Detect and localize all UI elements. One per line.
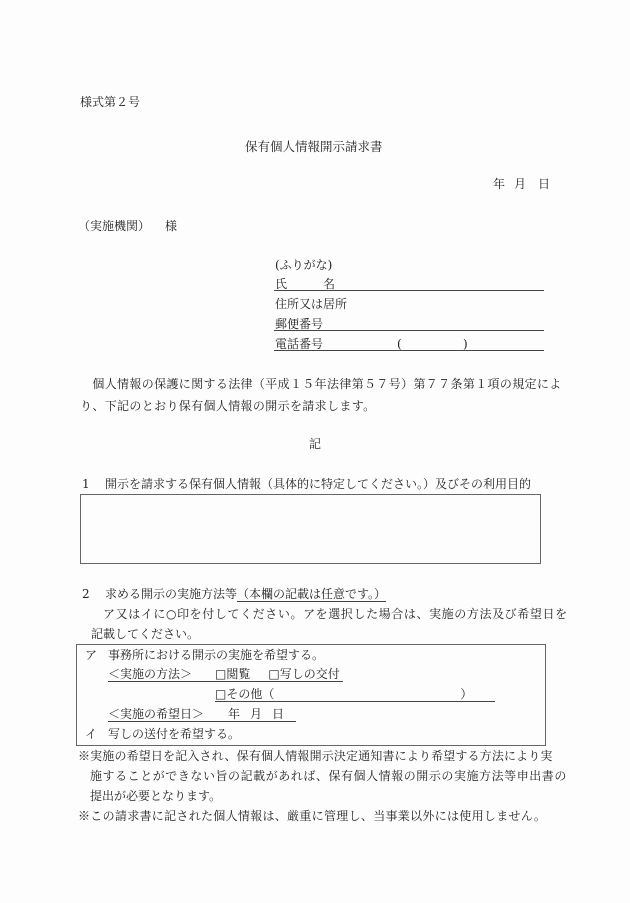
intro-line-1: 個人情報の保護に関する法律（平成１５年法律第５７号）第７７条第１項の規定によ (80, 377, 562, 391)
note2: ※この請求書に記された個人情報は、厳重に管理し、当事業以外には使用しません。 (78, 809, 547, 823)
checkbox-icon[interactable]: □ (268, 667, 280, 681)
phone-label: 電話番号 (275, 337, 324, 351)
phone-field[interactable] (274, 350, 544, 351)
option-b-mark[interactable]: イ (85, 727, 98, 741)
desired-date-label: ＜実施の希望日＞ (108, 707, 205, 721)
section2-number: 2 (82, 587, 90, 601)
phone-paren-close: ) (463, 337, 468, 351)
method-copy-label: 写しの交付 (279, 667, 340, 681)
method-other-option[interactable] (215, 687, 495, 702)
desired-date-day: 日 (272, 707, 285, 721)
desired-date-month: 月 (250, 707, 263, 721)
other-label: その他（ (226, 687, 275, 701)
section2-label-text: 求める開示の実施方法等 (105, 587, 238, 601)
date-year-label: 年 (493, 177, 506, 191)
section1-number: 1 (82, 477, 90, 491)
note1-line-2: 施することができない旨の記載があれば、保有個人情報の開示の実施方法等申出書の (90, 769, 567, 783)
method-label: ＜実施の方法＞ (108, 667, 215, 682)
phone-paren-open: ( (397, 337, 402, 351)
ki-label: 記 (309, 437, 322, 451)
address-field[interactable] (330, 296, 544, 312)
note1-line-3: 提出が必要となります。 (90, 789, 222, 803)
furigana-label: (ふりがな) (275, 258, 333, 272)
method-view-label: 閲覧 (226, 667, 251, 681)
method-copy-option[interactable] (268, 667, 339, 681)
form-number: 様式第２号 (80, 95, 141, 109)
option-a-mark[interactable]: ア (85, 648, 98, 662)
note1-line-1: ※実施の希望日を記入され、保有個人情報開示決定通知書により希望する方法により実 (78, 749, 553, 763)
name-field[interactable] (274, 290, 544, 291)
checkbox-icon[interactable]: □ (215, 687, 227, 701)
section2-label (105, 587, 386, 601)
method-view-option[interactable] (215, 667, 250, 681)
desired-date-year: 年 (228, 707, 241, 721)
methods-row (215, 667, 343, 682)
checkbox-icon[interactable]: □ (215, 667, 227, 681)
section2-instruction-1: ア又はイに○印を付してください。アを選択した場合は、実施の方法及び希望日を (103, 607, 568, 621)
option-a-text: 事務所における開示の実施を希望する。 (108, 648, 325, 662)
intro-line-2: り、下記のとおり保有個人情報の開示を請求します。 (80, 399, 376, 413)
section1-label: 開示を請求する保有個人情報（具体的に特定してください。）及びその利用目的 (105, 477, 532, 491)
postal-label: 郵便番号 (275, 317, 324, 331)
section1-input-box[interactable] (80, 494, 541, 564)
option-b-text: 写しの送付を希望する。 (108, 727, 241, 741)
page-title: 保有個人情報開示請求書 (245, 139, 383, 154)
agency-label: （実施機関） (78, 219, 151, 233)
section2-instruction-2: 記載してください。 (91, 627, 200, 641)
other-close-paren: ） (460, 687, 473, 701)
name-label: 氏 名 (275, 277, 336, 291)
desired-date-row[interactable] (108, 707, 296, 722)
honorific-label: 様 (165, 219, 178, 233)
section2-optional-note: （本欄の記載は任意です。） (237, 587, 387, 601)
date-day-label: 日 (538, 177, 551, 191)
address-label: 住所又は居所 (275, 297, 348, 311)
date-month-label: 月 (514, 177, 527, 191)
postal-field[interactable] (274, 330, 544, 331)
